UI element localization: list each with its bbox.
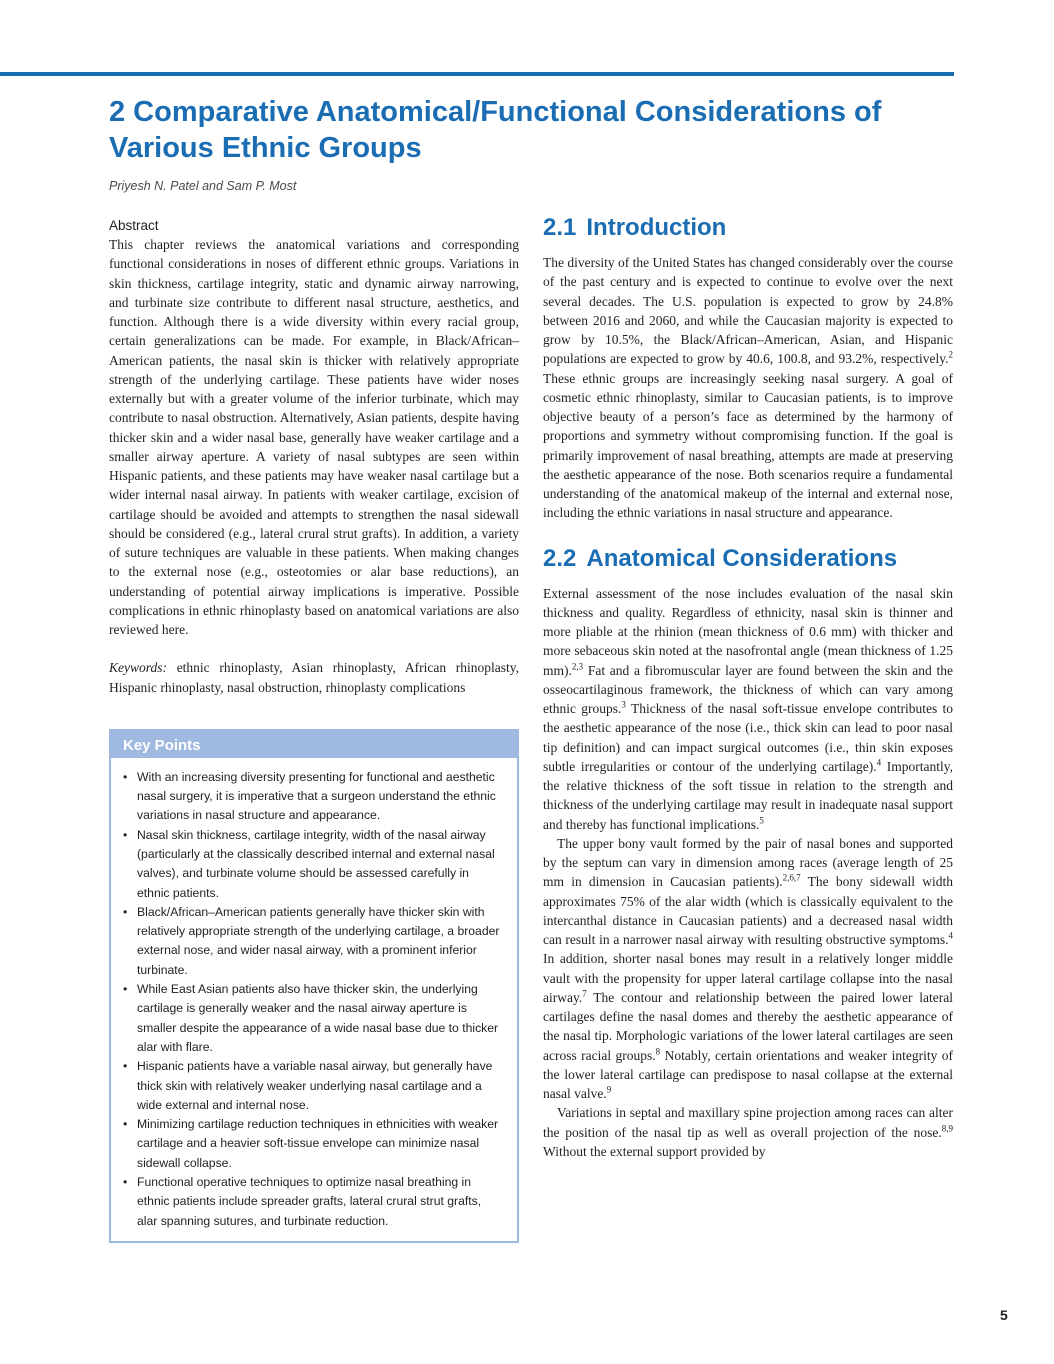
key-point-item: • With an increasing diversity presenting for functional and aesthetic nasal surgery, it is imperative that a surgeon understand the ethnic variations in nasal structure and appearance.	[123, 768, 501, 826]
text-run: These ethnic groups are increasingly seeking nasal surgery. A goal of cosmetic ethnic rhinoplasty, similar to Caucasian patients, is to improve objective beauty of a person’s face as determined by the harmony of proportions and symmetry without compromising function. If the goal is primarily improvement of nasal breathing, attempts are made at preserving the aesthetic appearance of the nose. Both scenarios require a fundamental understanding of the anatomical makeup of the internal and external nose, including the ethnic variations in nasal structure and appearance.	[543, 370, 953, 521]
key-points-list	[111, 758, 517, 1241]
section-title: Anatomical Considerations	[586, 544, 898, 572]
anatomical-paragraph-3	[543, 1103, 953, 1161]
text-run: External assessment of the nose includes evaluation of the nasal skin thickness and quality. Regardless of ethnicity, nasal skin is thinner and more pliable at the rhinion (mean thickness of 0.6 mm) with thicker and more sebaceous skin noted at the nasofrontal angle (mean thickness of 1.25 mm).	[543, 585, 953, 678]
citation: 4	[948, 930, 953, 941]
text-run: The bony sidewall width approximates 75% of the alar width (which is classically equivalent to the intercanthal distance in Caucasian patients) and a decreased nasal width can result in a narrower nasal airway with resulting obstructive symptoms.	[543, 874, 953, 947]
text-run: The contour and relationship between the paired lower lateral cartilages define the nasal domes and thereby the aesthetic appearance of the nasal tip. Morphologic variations of the lower lateral cartilages are seen across racial groups.	[543, 989, 953, 1063]
anatomical-paragraph-1	[543, 584, 953, 834]
chapter-title: 2 Comparative Anatomical/Functional Considerations of Various Ethnic Groups	[109, 96, 882, 164]
key-point-item: • Nasal skin thickness, cartilage integrity, width of the nasal airway (particularly at the classically described internal and external nasal valves), and turbinate volume should be assessed carefully in ethnic patients.	[123, 826, 501, 903]
text-run: Thickness of the nasal soft-tissue envelope contributes to the aesthetic appearance of the nose (i.e., thick skin can lead to poor nasal tip definition) and can impact surgical outcomes (i.e., thin skin exposes subtle irregularities or contour of the underlying cartilage).	[543, 701, 953, 774]
anatomical-paragraph-2	[543, 834, 953, 1104]
citation: 2,3	[571, 661, 584, 671]
key-point-item: • Hispanic patients have a variable nasal airway, but generally have thick skin with relatively weaker underlying nasal cartilage and a wide external and internal nose.	[123, 1057, 501, 1115]
citation: 8	[655, 1046, 661, 1056]
citation: 8,9	[941, 1123, 953, 1133]
citation: 4	[876, 757, 882, 768]
key-point-item: • Black/African–American patients generally have thicker skin with relatively appropriate strength of the underlying cartilage, a broader external nose, and wider nasal airway, with a prominent inferior turbinate.	[123, 903, 501, 980]
section-heading-introduction	[543, 212, 953, 244]
section-number: 2.1	[543, 214, 577, 241]
text-run: In addition, shorter nasal bones may result in a relatively longer middle vault with the propensity for upper lateral cartilage collapse into the nasal airway.	[543, 951, 953, 1005]
key-point-item: • Functional operative techniques to optimize nasal breathing in ethnic patients include spreader grafts, lateral crural strut grafts, alar spanning sutures, and turbinate reduction.	[123, 1173, 501, 1231]
text-run: Fat and a fibromuscular layer are found between the skin and the osseocartilaginous framework, the thickness of which can vary among ethnic groups.	[543, 662, 953, 716]
top-rule	[0, 72, 954, 76]
text-run: Without the external support provided by	[543, 1143, 766, 1159]
section-title: Introduction	[586, 214, 727, 241]
key-point-item: • While East Asian patients also have thicker skin, the underlying cartilage is generally weaker and the nasal airway aperture is smaller despite the appearance of a wide nasal base due to thicker alar with flare.	[123, 980, 501, 1057]
key-points-box	[109, 729, 519, 1243]
abstract-heading: Abstract	[109, 218, 159, 233]
section-number: 2.2	[543, 544, 577, 572]
section-heading-anatomical	[543, 543, 953, 575]
citation: 2	[948, 349, 953, 360]
page-number: 5	[1000, 1307, 1008, 1323]
text-run: Variations in septal and maxillary spine projection among races can alter the position of the nasal tip as well as overall projection of the nose.	[543, 1105, 953, 1140]
citation: 3	[621, 699, 626, 710]
text-run: The diversity of the United States has changed considerably over the course of the past century and is expected to continue to evolve over the next several decades. The U.S. population is expected to grow by 24.8% between 2016 and 2060, and while the Caucasian majority is expected to grow by 10.5%, the Black/African–American, Asian, and Hispanic populations are expected to grow by 40.6, 100.8, and 93.2%, respectively.	[543, 255, 953, 367]
keywords-list: ethnic rhinoplasty, Asian rhinoplasty, African rhinoplasty, Hispanic rhinoplasty, nasal obstruction, rhinoplasty complications	[109, 660, 520, 695]
citation: 5	[759, 815, 764, 825]
introduction-paragraph	[543, 253, 953, 523]
citation: 2,6,7	[782, 872, 801, 883]
keywords	[109, 658, 519, 697]
text-run: Notably, certain orientations and weaker integrity of the lower lateral cartilage can predispose to nasal collapse at the external nasal valve.	[543, 1047, 953, 1101]
key-point-item: • Minimizing cartilage reduction techniques in ethnicities with weaker cartilage and a heavier soft-tissue envelope can minimize nasal sidewall collapse.	[123, 1115, 501, 1173]
key-points-heading: Key Points	[111, 731, 517, 758]
citation: 9	[606, 1084, 612, 1095]
left-column	[109, 216, 519, 1243]
citation: 7	[582, 988, 587, 999]
text-run: The upper bony vault formed by the pair of nasal bones and supported by the septum can vary in dimension among races (average length of 25 mm in dimension in Caucasian patients).	[543, 835, 953, 890]
chapter-authors: Priyesh N. Patel and Sam P. Most	[109, 179, 297, 193]
text-run: Importantly, the relative thickness of the soft tissue in relation to the strength and thickness of the underlying cartilage may result in inadequate nasal support and thereby has functional implications.	[543, 758, 953, 832]
right-column	[543, 212, 953, 1161]
keywords-label: Keywords:	[109, 660, 167, 676]
abstract-text: This chapter reviews the anatomical variations and corresponding functional considerations in noses of different ethnic groups. Variations in skin thickness, cartilage integrity, static and dynamic airway narrowing, and turbinate size contribute to different nasal structure, aesthetics, and function. Although there is a wide diversity within every racial group, certain generalizations can be made. For example, in Black/African–American patients, the nasal skin is thicker with relatively appropriate strength of the underlying cartilage. These patients have wider noses externally but with a greater volume of the inferior turbinate, which may contribute to nasal obstruction. Alternatively, Asian patients, despite having thicker skin and a wider nasal base, generally have weaker cartilage and a smaller airway aperture. A variety of nasal subtypes are seen within Hispanic patients, and these patients may have weaker nasal cartilage but a wider internal nasal airway. In patients with weaker cartilage, excision of cartilage should be avoided and attempts to strengthen the nasal sidewall should be considered (e.g., lateral crural strut grafts). In addition, a variety of suture techniques are valuable in these patients. When making changes to the external nose (e.g., osteotomies or alar base reductions), an understanding of potential airway implications is imperative. Possible complications in ethnic rhinoplasty based on anatomical variations are also reviewed here.	[109, 237, 519, 637]
